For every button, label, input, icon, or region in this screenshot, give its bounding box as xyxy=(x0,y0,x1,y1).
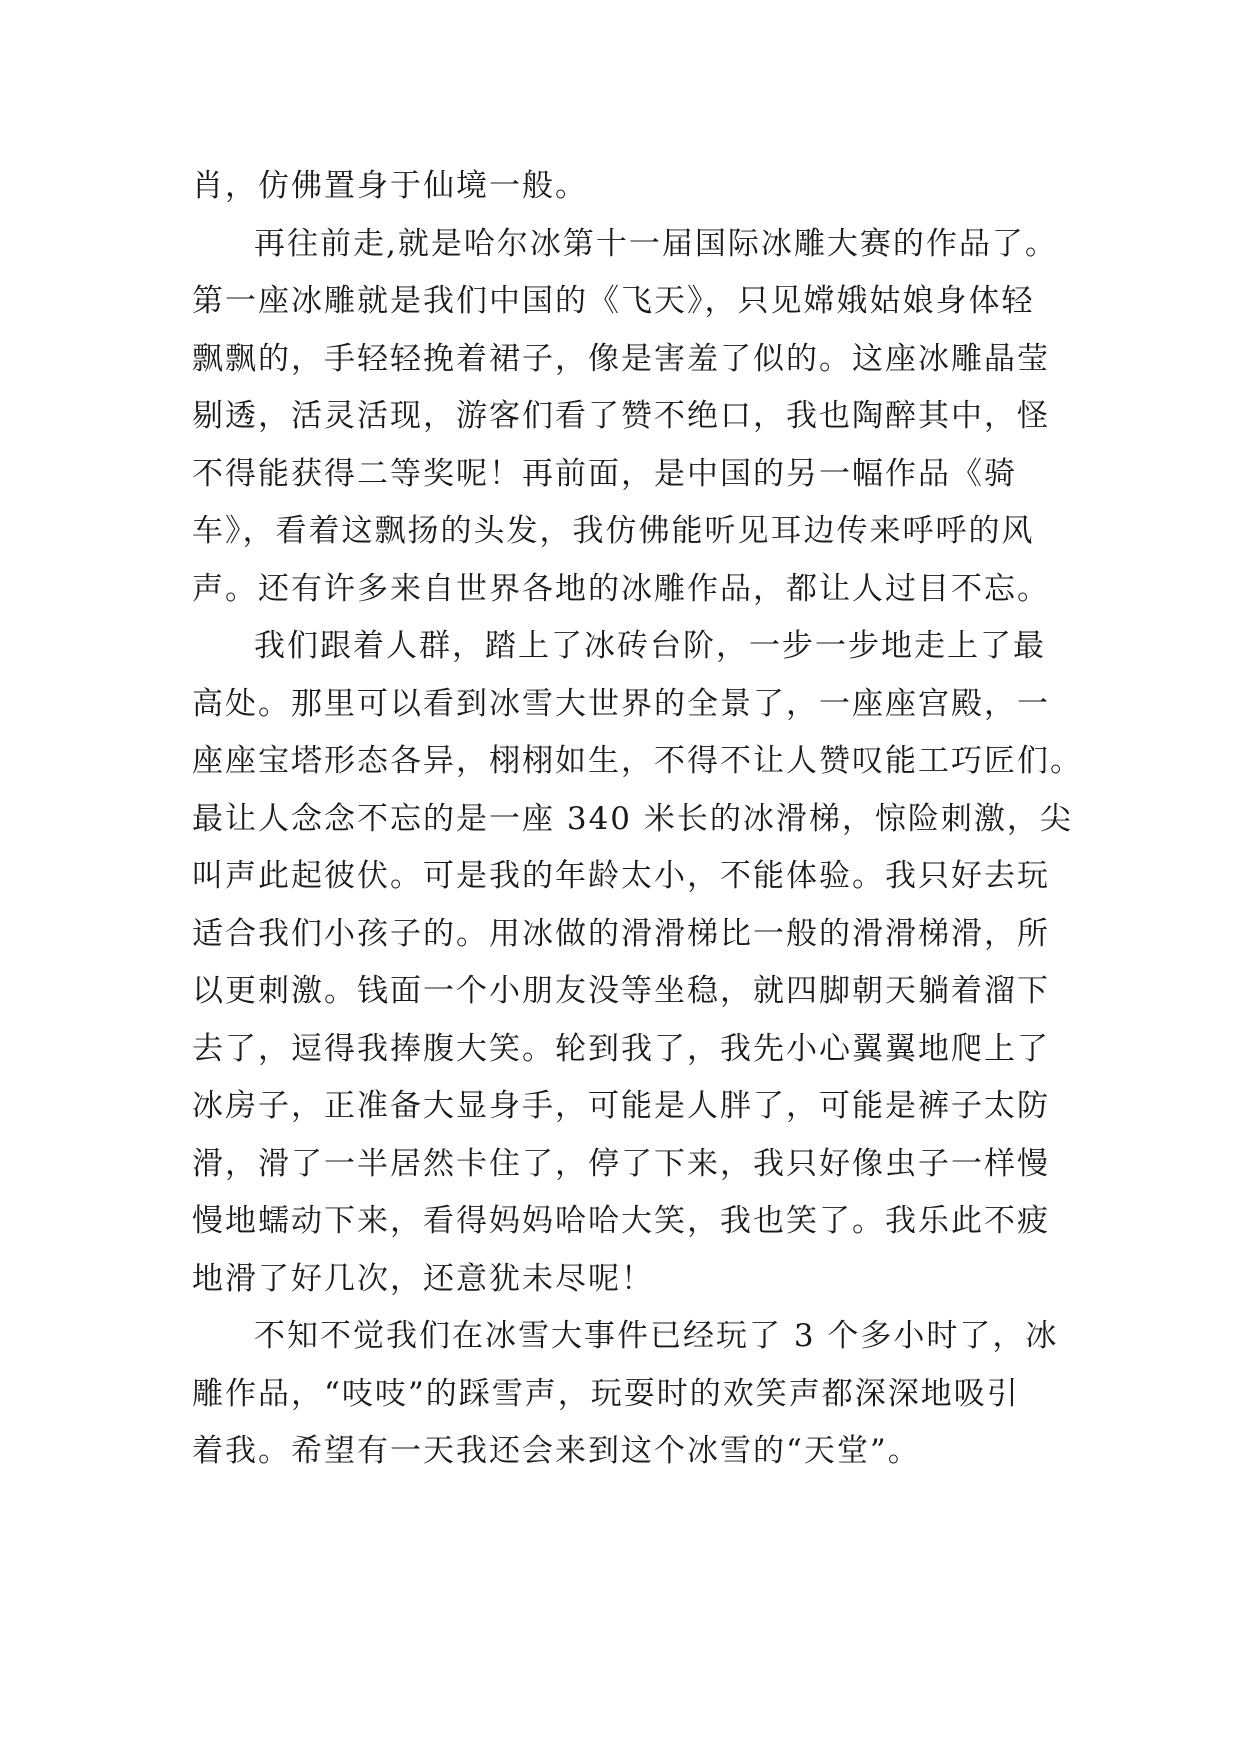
text-line: 第一座冰雕就是我们中国的《飞天》，只见嫦娥姑娘身体轻 xyxy=(192,283,1035,319)
paragraph-start-line: 我们跟着人群，踏上了冰砖台阶，一步一步地走上了最 xyxy=(254,628,1046,664)
text-line: 以更刺激。钱面一个小朋友没等坐稳，就四脚朝天躺着溜下 xyxy=(192,973,1050,1009)
text-line: 最让人念念不忘的是一座 340 米长的冰滑梯，惊险刺激，尖 xyxy=(192,800,1073,837)
paragraph-start-line: 再往前走,就是哈尔冰第十一届国际冰雕大赛的作品了。 xyxy=(254,225,1058,262)
text-line: 飘飘的，手轻轻挽着裙子，像是害羞了似的。这座冰雕晶莹 xyxy=(192,340,1050,377)
text-line: 不得能获得二等奖呢！再前面，是中国的另一幅作品《骑 xyxy=(192,455,1017,492)
text-line: 叫声此起彼伏。可是我的年龄太小，不能体验。我只好去玩 xyxy=(192,858,1050,894)
text-line: 座座宝塔形态各异，栩栩如生，不得不让人赞叹能工巧匠们。 xyxy=(192,743,1083,779)
paragraph-start-line: 不知不觉我们在冰雪大事件已经玩了 3 个多小时了，冰 xyxy=(254,1318,1059,1354)
essay-text-block xyxy=(192,158,1083,1481)
text-line: 地滑了好几次，还意犹未尽呢！ xyxy=(192,1260,654,1297)
text-line: 肖，仿佛置身于仙境一般。 xyxy=(192,168,588,204)
text-line: 适合我们小孩子的。用冰做的滑滑梯比一般的滑滑梯滑，所 xyxy=(192,915,1050,952)
text-line: 滑，滑了一半居然卡住了，停了下来，我只好像虫子一样慢 xyxy=(192,1145,1050,1182)
text-line: 雕作品，“吱吱”的踩雪声，玩耍时的欢笑声都深深地吸引 xyxy=(192,1375,1020,1412)
text-line: 高处。那里可以看到冰雪大世界的全景了，一座座宫殿，一 xyxy=(192,685,1050,722)
text-line: 冰房子，正准备大显身手，可能是人胖了，可能是裤子太防 xyxy=(192,1088,1050,1124)
text-line: 慢地蠕动下来，看得妈妈哈哈大笑，我也笑了。我乐此不疲 xyxy=(192,1203,1050,1239)
text-line: 去了，逗得我捧腹大笑。轮到我了，我先小心翼翼地爬上了 xyxy=(192,1030,1050,1067)
text-line: 剔透，活灵活现，游客们看了赞不绝口，我也陶醉其中，怪 xyxy=(192,398,1050,434)
text-line: 车》，看着这飘扬的头发，我仿佛能听见耳边传来呼呼的风 xyxy=(192,513,1035,549)
text-line: 着我。希望有一天我还会来到这个冰雪的“天堂”。 xyxy=(192,1433,921,1469)
text-line: 声。还有许多来自世界各地的冰雕作品，都让人过目不忘。 xyxy=(192,570,1050,607)
